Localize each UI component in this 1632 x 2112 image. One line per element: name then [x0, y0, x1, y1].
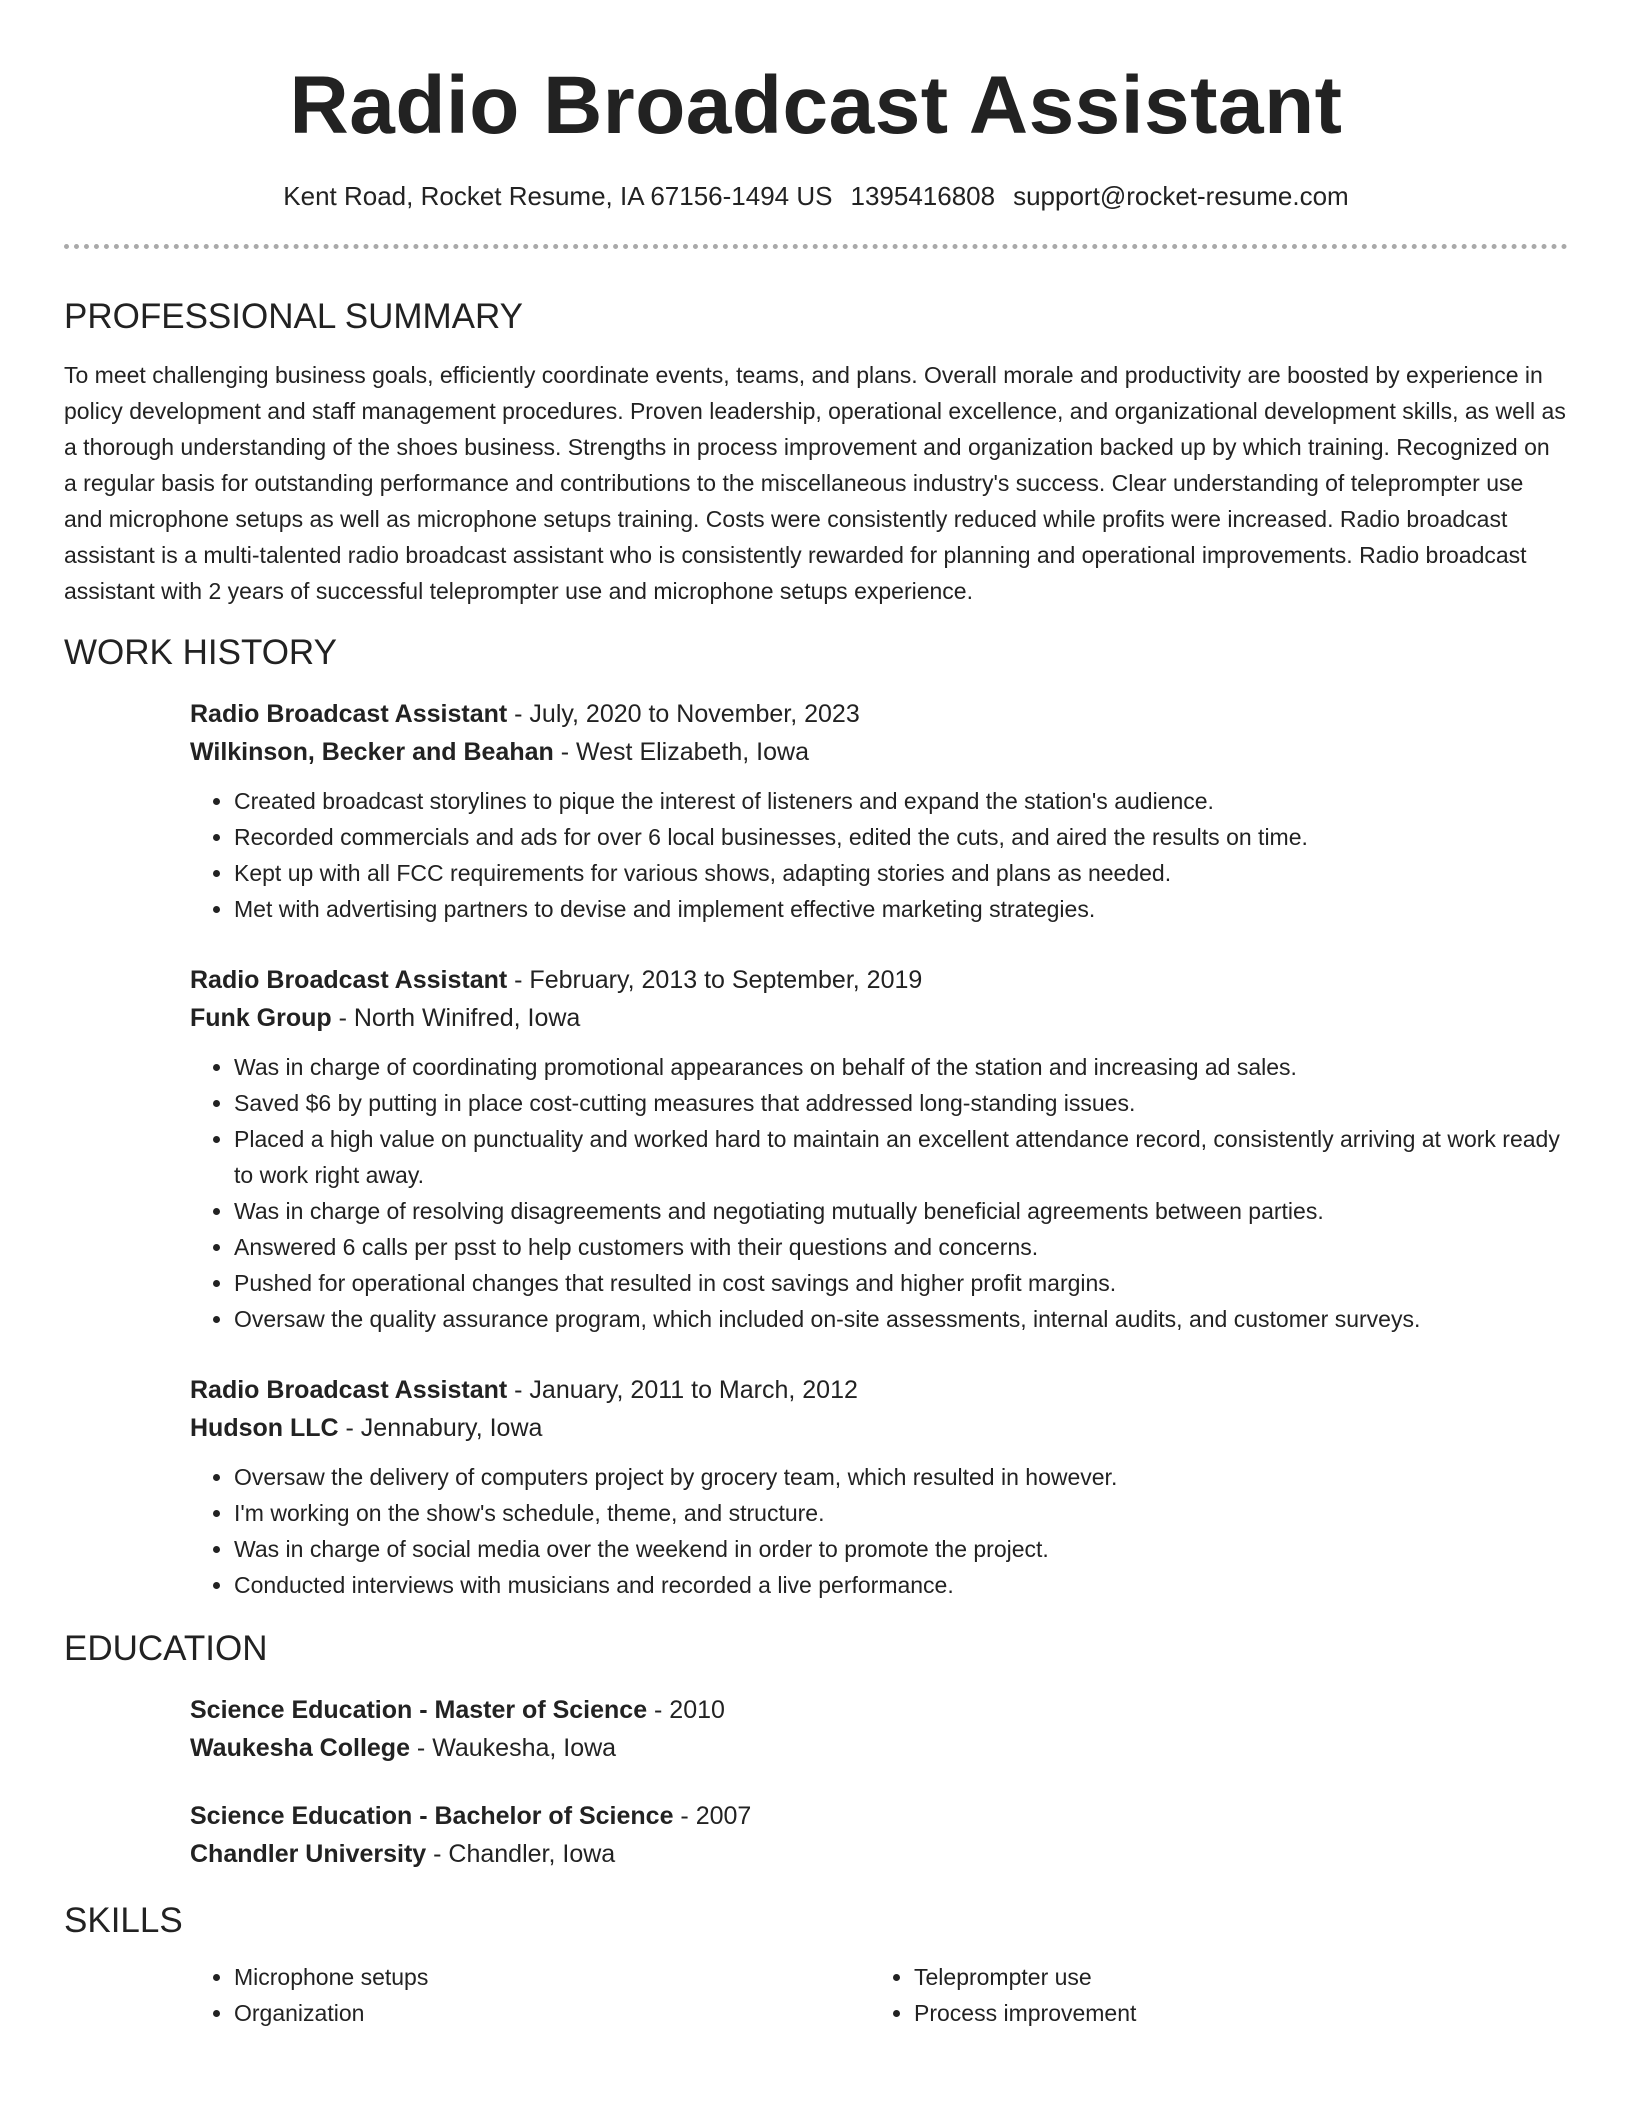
summary-heading: PROFESSIONAL SUMMARY — [64, 297, 523, 336]
education-school: Chandler University — [190, 1840, 427, 1868]
job-company-line — [190, 999, 1568, 1037]
skills-grid — [190, 1959, 1568, 2031]
education-list — [190, 1691, 1568, 1873]
job-bullets — [190, 1049, 1568, 1337]
skill-item: • Organization — [234, 1995, 870, 2031]
education-location: - Chandler, Iowa — [426, 1840, 616, 1868]
job-role-line — [190, 961, 1568, 999]
education-degree: Science Education - Bachelor of Science — [190, 1802, 674, 1830]
skill-item: • Teleprompter use — [914, 1959, 1550, 1995]
education-degree: Science Education - Master of Science — [190, 1696, 648, 1724]
job-bullet: • I'm working on the show's schedule, theme, and structure. — [234, 1495, 1568, 1531]
education-school-line — [190, 1729, 1568, 1767]
work-heading: WORK HISTORY — [64, 633, 337, 672]
resume-page — [64, 0, 1568, 2031]
work-section — [64, 633, 1568, 1603]
education-section — [64, 1629, 1568, 1873]
education-year: - 2010 — [647, 1696, 725, 1724]
job-location: - North Winifred, Iowa — [331, 1004, 581, 1032]
job-bullet: • Conducted interviews with musicians and recorded a live performance. — [234, 1567, 1568, 1603]
job-role-line — [190, 1371, 1568, 1409]
skill-item: • Microphone setups — [234, 1959, 870, 1995]
job-dates: - February, 2013 to September, 2019 — [507, 966, 923, 994]
contact-address: Kent Road, Rocket Resume, IA 67156-1494 US — [283, 181, 833, 211]
skills-section — [64, 1901, 1568, 2031]
education-year: - 2007 — [673, 1802, 752, 1830]
header-divider — [64, 244, 1568, 249]
job-bullet: • Was in charge of coordinating promotional appearances on behalf of the station and increasing ad sales. — [234, 1049, 1568, 1085]
work-list — [190, 695, 1568, 1603]
job-company-line — [190, 1409, 1568, 1447]
job-bullet: • Was in charge of resolving disagreements and negotiating mutually beneficial agreements between parties. — [234, 1193, 1568, 1229]
job-entry — [190, 1371, 1568, 1603]
job-bullet: • Met with advertising partners to devise and implement effective marketing strategies. — [234, 891, 1568, 927]
job-bullet: • Created broadcast storylines to pique the interest of listeners and expand the station's audience. — [234, 783, 1568, 819]
job-bullets — [190, 783, 1568, 927]
summary-section — [64, 297, 1568, 609]
job-role-line — [190, 695, 1568, 733]
job-company: Wilkinson, Becker and Beahan — [190, 738, 554, 766]
job-entry — [190, 695, 1568, 927]
job-bullets — [190, 1459, 1568, 1603]
skills-heading: SKILLS — [64, 1901, 183, 1940]
skill-item: • Process improvement — [914, 1995, 1550, 2031]
education-entry — [190, 1691, 1568, 1767]
job-role: Radio Broadcast Assistant — [190, 1376, 508, 1404]
skills-column-left — [190, 1959, 870, 2031]
job-bullet: • Placed a high value on punctuality and worked hard to maintain an excellent attendance record, consistently arriving at work ready to work right away. — [234, 1121, 1568, 1193]
education-degree-line — [190, 1797, 1568, 1835]
job-entry — [190, 961, 1568, 1337]
job-bullet: • Answered 6 calls per psst to help customers with their questions and concerns. — [234, 1229, 1568, 1265]
job-bullet: • Saved $6 by putting in place cost-cutting measures that addressed long-standing issues. — [234, 1085, 1568, 1121]
resume-name: Radio Broadcast Assistant — [289, 60, 1343, 151]
job-company: Hudson LLC — [190, 1414, 339, 1442]
job-location: - West Elizabeth, Iowa — [553, 738, 809, 766]
contact-email: support@rocket-resume.com — [1013, 181, 1349, 211]
job-location: - Jennabury, Iowa — [338, 1414, 543, 1442]
summary-text: To meet challenging business goals, efficiently coordinate events, teams, and plans. Overall morale and productivity are boosted by experience in policy development and staff management procedures. Proven leadership, operational excellence, and organizational development skills, as well as a thorough understanding of the shoes business. Strengths in process improvement and organization backed up by which training. Recognized on a regular basis for outstanding performance and contributions to the miscellaneous industry's success. Clear understanding of teleprompter use and microphone setups as well as microphone setups training. Costs were consistently reduced while profits were increased. Radio broadcast assistant is a multi-talented radio broadcast assistant who is consistently rewarded for planning and operational improvements. Radio broadcast assistant with 2 years of successful teleprompter use and microphone setups experience. — [64, 362, 1566, 604]
education-entry — [190, 1797, 1568, 1873]
education-school: Waukesha College — [190, 1734, 410, 1762]
job-company: Funk Group — [190, 1004, 332, 1032]
job-bullet: • Oversaw the delivery of computers project by grocery team, which resulted in however. — [234, 1459, 1568, 1495]
job-bullet: • Oversaw the quality assurance program, which included on-site assessments, internal audits, and customer surveys. — [234, 1301, 1568, 1337]
education-heading: EDUCATION — [64, 1629, 268, 1668]
job-bullet: • Pushed for operational changes that resulted in cost savings and higher profit margins. — [234, 1265, 1568, 1301]
skills-column-right — [870, 1959, 1550, 2031]
contact-line — [64, 180, 1568, 212]
education-location: - Waukesha, Iowa — [409, 1734, 617, 1762]
education-degree-line — [190, 1691, 1568, 1729]
job-role: Radio Broadcast Assistant — [190, 966, 508, 994]
job-dates: - July, 2020 to November, 2023 — [507, 700, 860, 728]
job-bullet: • Kept up with all FCC requirements for various shows, adapting stories and plans as needed. — [234, 855, 1568, 891]
job-bullet: • Recorded commercials and ads for over 6 local businesses, edited the cuts, and aired the results on time. — [234, 819, 1568, 855]
job-role: Radio Broadcast Assistant — [190, 700, 508, 728]
job-bullet: • Was in charge of social media over the weekend in order to promote the project. — [234, 1531, 1568, 1567]
contact-phone: 1395416808 — [850, 181, 996, 211]
job-dates: - January, 2011 to March, 2012 — [507, 1376, 858, 1404]
education-school-line — [190, 1835, 1568, 1873]
job-company-line — [190, 733, 1568, 771]
